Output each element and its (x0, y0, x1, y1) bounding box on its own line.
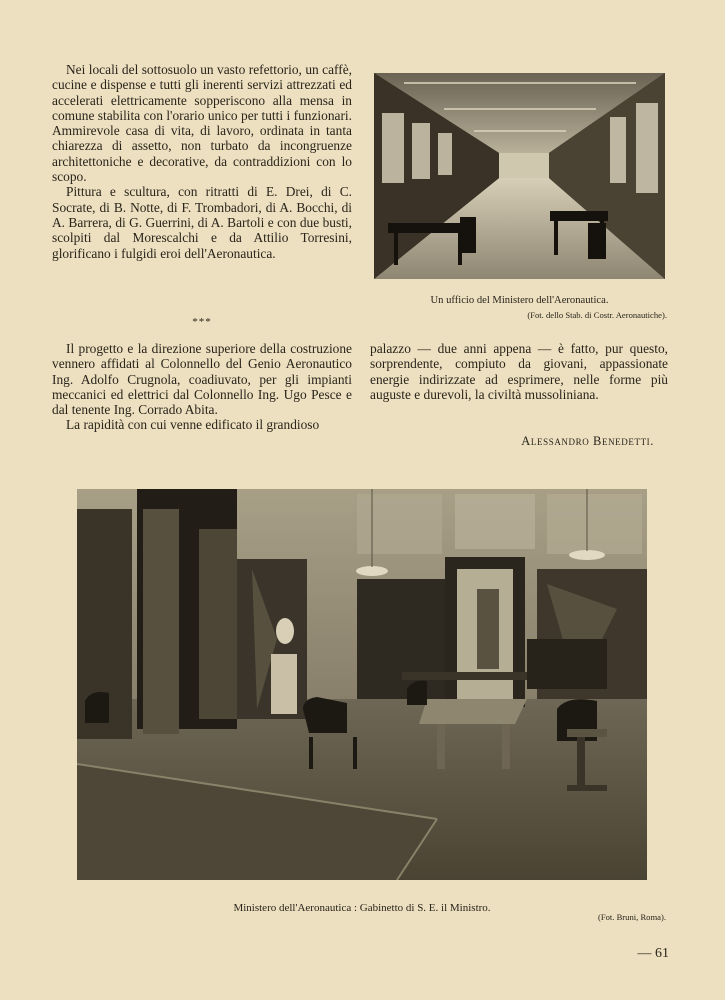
photo-office-caption: Un ufficio del Ministero dell'Aeronautica. (430, 295, 609, 306)
photo-cabinet-credit: (Fot. Bruni, Roma). (597, 912, 666, 922)
author-name: Alessandro Benedetti. (521, 434, 654, 448)
office-photo-image (374, 73, 665, 279)
left-column-top (52, 62, 352, 261)
cabinet-photo-image (77, 489, 647, 880)
paragraph: Pittura e scultura, con ritratti di E. Drei, di C. Socrate, di B. Notte, di F. Trombadori, di A. Bocchi, di A. Barrera, di G. Guerrini, di A. Bartoli e con due busti, scolpiti dal Morescalchi e da Attilio Torresini, glorificano i fulgidi eroi dell'Aeronautica. (52, 184, 352, 261)
paragraph: La rapidità con cui venne edificato il grandioso (66, 417, 320, 433)
paragraph: palazzo — due anni appena — è fatto, pur questo, sorprendente, compiuto da giovani, appassionate energie indirizzate ad esprimere, nelle forme più auguste e durevoli, la civiltà mussoliniana. (370, 341, 668, 402)
right-column-bottom (370, 341, 668, 402)
left-column-bottom (52, 341, 352, 433)
author-signature (370, 434, 654, 449)
photo-cabinet-caption: Ministero dell'Aeronautica : Gabinetto di S. E. il Ministro. (233, 902, 491, 914)
page-number: — 61 (637, 946, 669, 961)
photo-cabinet (77, 489, 647, 880)
paragraph: Nei locali del sottosuolo un vasto refettorio, un caffè, cucine e dispense e tutti gli inerenti servizi attrezzati ed accelerati elettricamente sopperiscono alla mensa in comune stabilita con l'orario unico per tutti i funzionari. Ammirevole casa di vita, di lavoro, ordinata in tanta chiarezza di assetto, non turbato da incongruenze architettoniche e decorative, da contraddizioni con lo scopo. (52, 62, 352, 185)
paragraph: Il progetto e la direzione superiore della costruzione vennero affidati al Colonnello del Genio Aeronautico Ing. Adolfo Crugnola, coadiuvato, per gli impianti meccanici ed elettrici dal Colonnello Ing. Ugo Pesce e dal tenente Ing. Corrado Abita. (52, 341, 352, 418)
photo-office-credit: (Fot. dello Stab. di Costr. Aeronautiche). (527, 310, 667, 320)
photo-office (374, 73, 665, 279)
section-separator: *** (192, 316, 212, 328)
